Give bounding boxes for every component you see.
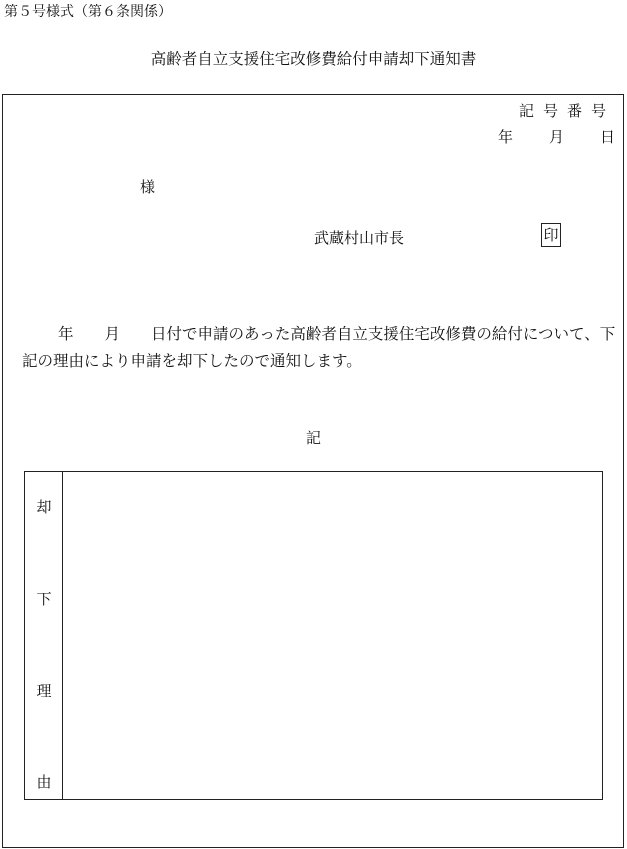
reason-label-char: 下 (36, 590, 52, 608)
date-day-label: 日 (599, 128, 615, 146)
date-month-label: 月 (548, 128, 564, 146)
date-year-label: 年 (497, 128, 513, 146)
issuer-name: 武蔵村山市長 (314, 229, 405, 247)
ki-heading: 記 (305, 429, 321, 447)
issue-date (498, 126, 615, 147)
addressee-suffix: 様 (140, 178, 156, 196)
form-number-label: 第５号様式（第６条関係） (4, 4, 172, 20)
document-title: 高齢者自立支援住宅改修費給付申請却下通知書 (150, 50, 477, 68)
reason-content-field (63, 472, 602, 799)
notice-body: 年 月 日付で申請のあった高齢者自立支援住宅改修費の給付について、下記の理由により申請を却下したので通知します。 (22, 325, 616, 370)
reason-label-column (25, 472, 63, 799)
reason-label-char: 理 (36, 682, 52, 700)
reference-number: 記号番号 (518, 102, 615, 120)
reason-label-char: 由 (36, 773, 52, 791)
seal-mark: 印 (541, 223, 561, 247)
reason-label-char: 却 (36, 498, 52, 516)
rejection-reason-table (24, 471, 603, 800)
